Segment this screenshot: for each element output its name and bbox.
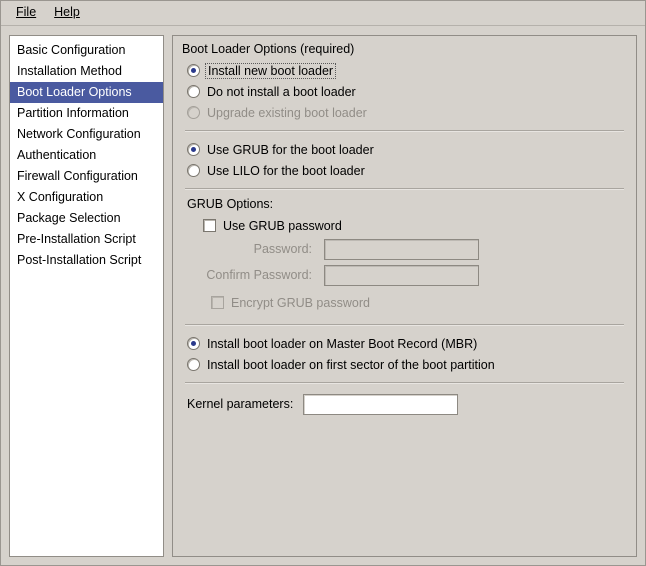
radio-label: Use GRUB for the boot loader [207,142,374,157]
panel-inner [173,60,636,556]
checkbox-label: Encrypt GRUB password [231,295,370,310]
radio-indicator-icon [187,85,200,98]
sidebar-item-authentication[interactable] [10,145,163,166]
confirm-password-field-row [183,262,626,288]
separator [185,382,624,384]
checkbox-label: Use GRUB password [223,218,342,233]
sidebar-item-label: Package Selection [17,211,121,225]
sidebar-item-label: Pre-Installation Script [17,232,136,246]
section-list[interactable] [9,35,164,557]
radio-use-grub[interactable] [183,139,626,160]
menu-help-label: Help [54,5,80,20]
sidebar-item-label: Boot Loader Options [17,85,132,99]
radio-do-not-install-boot-loader[interactable] [183,81,626,102]
menu-file-label: File [16,5,37,20]
password-input[interactable] [324,239,479,260]
radio-label: Install new boot loader [205,63,336,79]
radio-indicator-icon [187,358,200,371]
radio-indicator-icon [187,106,200,119]
sidebar-item-label: Installation Method [17,64,122,78]
checkbox-indicator-icon [203,219,216,232]
menu-bar [1,1,645,26]
menu-help[interactable] [45,3,89,23]
kernel-parameters-row [183,391,626,417]
sidebar-item-firewall-configuration[interactable] [10,166,163,187]
sidebar-item-package-selection[interactable] [10,208,163,229]
sidebar-item-label: Firewall Configuration [17,169,138,183]
main-content [1,27,645,565]
boot-loader-options-panel [172,35,637,557]
radio-indicator-icon [187,164,200,177]
radio-label: Use LILO for the boot loader [207,163,365,178]
radio-indicator-icon [187,143,200,156]
confirm-password-input[interactable] [324,265,479,286]
radio-label: Do not install a boot loader [207,84,356,99]
password-field-row [183,236,626,262]
sidebar-item-label: Post-Installation Script [17,253,142,267]
sidebar-item-post-installation-script[interactable] [10,250,163,271]
kernel-parameters-input[interactable] [303,394,458,415]
radio-use-lilo[interactable] [183,160,626,181]
sidebar-item-partition-information[interactable] [10,103,163,124]
grub-options-title: GRUB Options: [187,197,274,211]
radio-indicator-icon [187,64,200,77]
sidebar-item-installation-method[interactable] [10,61,163,82]
radio-label: Install boot loader on Master Boot Record (MBR) [207,336,478,351]
sidebar-item-label: Network Configuration [17,127,141,141]
sidebar-item-label: Authentication [17,148,97,162]
radio-label: Install boot loader on first sector of the boot partition [207,357,495,372]
panel-title: Boot Loader Options (required) [182,42,355,56]
sidebar-item-label: X Configuration [17,190,104,204]
sidebar-item-network-configuration[interactable] [10,124,163,145]
radio-install-on-first-sector[interactable] [183,354,626,375]
sidebar-item-label: Partition Information [17,106,129,120]
separator [185,324,624,326]
radio-indicator-icon [187,337,200,350]
radio-install-on-mbr[interactable] [183,333,626,354]
menu-file[interactable] [7,3,45,23]
sidebar-item-label: Basic Configuration [17,43,126,57]
checkbox-use-grub-password[interactable] [183,215,626,236]
sidebar-item-x-configuration[interactable] [10,187,163,208]
checkbox-indicator-icon [211,296,224,309]
checkbox-encrypt-grub-password [183,292,626,313]
radio-label: Upgrade existing boot loader [207,105,367,120]
radio-install-new-boot-loader[interactable] [183,60,626,81]
sidebar-item-basic-configuration[interactable] [10,40,163,61]
separator [185,188,624,190]
password-label: Password: [253,242,312,256]
sidebar-item-boot-loader-options[interactable] [10,82,163,103]
confirm-password-label: Confirm Password: [206,268,312,282]
separator [185,130,624,132]
kernel-parameters-label: Kernel parameters: [187,397,294,411]
sidebar-item-pre-installation-script[interactable] [10,229,163,250]
radio-upgrade-existing-boot-loader [183,102,626,123]
